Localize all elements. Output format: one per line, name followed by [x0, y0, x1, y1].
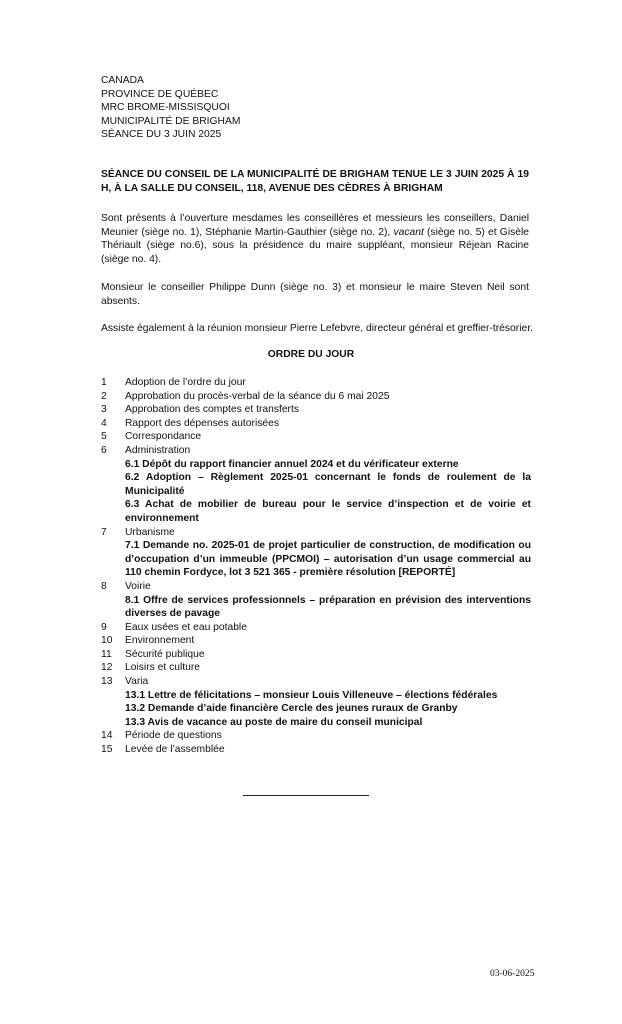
agenda-item-label: Approbation du procès-verbal de la séance du 6 mai 2025 — [125, 390, 390, 402]
header-line-municipality: MUNICIPALITÉ DE BRIGHAM — [101, 115, 241, 127]
header-line-country: CANADA — [101, 75, 144, 86]
agenda-item-number: 15 — [101, 744, 113, 756]
agenda-item-label: Adoption de l’ordre du jour — [125, 377, 246, 388]
agenda-item — [101, 743, 531, 757]
agenda-subitem: 13.2 Demande d’aide financière Cercle des jeunes ruraux de Granby — [125, 703, 458, 715]
agenda-item-number: 13 — [101, 676, 113, 688]
agenda-heading: ORDRE DU JOUR — [267, 349, 355, 360]
agenda-item — [101, 417, 531, 431]
agenda-item-number: 1 — [101, 377, 107, 388]
agenda-item-label: Urbanisme — [125, 526, 175, 538]
presence-paragraph — [101, 212, 529, 266]
agenda-item-label: Sécurité publique — [125, 648, 205, 660]
agenda-item — [101, 661, 531, 675]
agenda-item-number: 12 — [101, 662, 113, 674]
agenda-item-number: 9 — [101, 621, 107, 633]
agenda-item-number: 7 — [101, 526, 107, 538]
agenda-subitem: 13.1 Lettre de félicitations – monsieur Louis Villeneuve – élections fédérales — [125, 689, 498, 701]
agenda-item-number: 4 — [101, 417, 107, 429]
agenda-item-label: Varia — [125, 676, 149, 688]
absents-paragraph: Monsieur le conseiller Philippe Dunn (siège no. 3) et monsieur le maire Steven Neil sont absents. — [101, 282, 529, 307]
agenda-item-number: 14 — [101, 730, 113, 742]
agenda-item-number: 11 — [101, 648, 112, 660]
agenda-item — [101, 430, 531, 444]
agenda-item-label: Levée de l’assemblée — [125, 744, 225, 756]
assiste-paragraph: Assiste également à la réunion monsieur Pierre Lefebvre, directeur général et greffier-trésorier. — [101, 323, 533, 334]
agenda-item-number: 10 — [101, 635, 113, 647]
agenda-item — [101, 634, 531, 648]
header-line-mrc: MRC BROME-MISSISQUOI — [101, 102, 230, 114]
agenda-item-number: 3 — [101, 404, 107, 416]
header-line-session: SÉANCE DU 3 JUIN 2025 — [101, 129, 222, 141]
agenda-item — [101, 675, 531, 689]
session-title: SÉANCE DU CONSEIL DE LA MUNICIPALITÉ DE BRIGHAM TENUE LE 3 JUIN 2025 À 19 H, À LA SALLE DU CONSEIL, 118, AVENUE DES CÈDRES À BRIGHAM — [101, 169, 529, 194]
agenda-item-label: Période de questions — [125, 730, 222, 742]
agenda-item — [101, 390, 531, 404]
agenda-item — [101, 444, 531, 458]
agenda-item — [101, 729, 531, 743]
agenda-item — [101, 376, 531, 390]
agenda-item-number: 5 — [101, 431, 107, 443]
agenda-item-label: Voirie — [125, 580, 151, 592]
agenda-item — [101, 403, 531, 417]
agenda-item-number: 6 — [101, 444, 107, 456]
agenda-list — [101, 376, 531, 757]
presence-text-1: Sont présents à l’ouverture mesdames les conseillères et messieurs les conseillers, Daniel Meunier (siège no. 1), Stéphanie Martin-Gauthier (siège no. 2), — [101, 213, 529, 238]
agenda-subitem: 6.3 Achat de mobilier de bureau pour le service d’inspection et de voirie et environnement — [125, 499, 531, 524]
agenda-item-label: Administration — [125, 444, 191, 456]
agenda-item-label: Loisirs et culture — [125, 662, 200, 674]
document-header — [101, 74, 401, 142]
agenda-item-label: Rapport des dépenses autorisées — [125, 417, 279, 429]
agenda-item-label: Correspondance — [125, 431, 202, 443]
presence-text-2: (siège no. 5) et Gisèle Thériault (siège no.6), sous la présidence du maire suppléant, monsieur Réjean Racine (siège no. 4). — [101, 226, 529, 265]
agenda-subitem: 6.2 Adoption – Règlement 2025-01 concernant le fonds de roulement de la Municipalité — [125, 472, 531, 497]
agenda-subitem: 6.1 Dépôt du rapport financier annuel 2024 et du vérificateur externe — [125, 458, 459, 470]
agenda-item — [101, 526, 531, 540]
footer-date: 03-06-2025 — [490, 969, 535, 979]
agenda-item — [101, 648, 531, 662]
agenda-item-number: 8 — [101, 580, 107, 592]
presence-vacant: vacant — [393, 226, 424, 238]
header-line-province: PROVINCE DE QUÉBEC — [101, 88, 219, 100]
agenda-subitem: 7.1 Demande no. 2025-01 de projet particulier de construction, de modification ou d’occupation d’un immeuble (PPCMOI) – autorisation d’un usage commercial au 110 chemin Fordyce, lot 3 521 365 - première résolution [REPORTÉ] — [125, 540, 531, 579]
agenda-item-label: Environnement — [125, 635, 195, 647]
agenda-item-label: Eaux usées et eau potable — [125, 621, 247, 633]
agenda-subitem: 13.3 Avis de vacance au poste de maire du conseil municipal — [125, 716, 423, 728]
signature-line — [243, 795, 369, 796]
agenda-item — [101, 580, 531, 594]
agenda-item-label: Approbation des comptes et transferts — [125, 404, 299, 416]
agenda-item-number: 2 — [101, 390, 107, 402]
agenda-subitem: 8.1 Offre de services professionnels – préparation en prévision des interventions diverses de pavage — [125, 594, 531, 620]
agenda-item — [101, 621, 531, 635]
